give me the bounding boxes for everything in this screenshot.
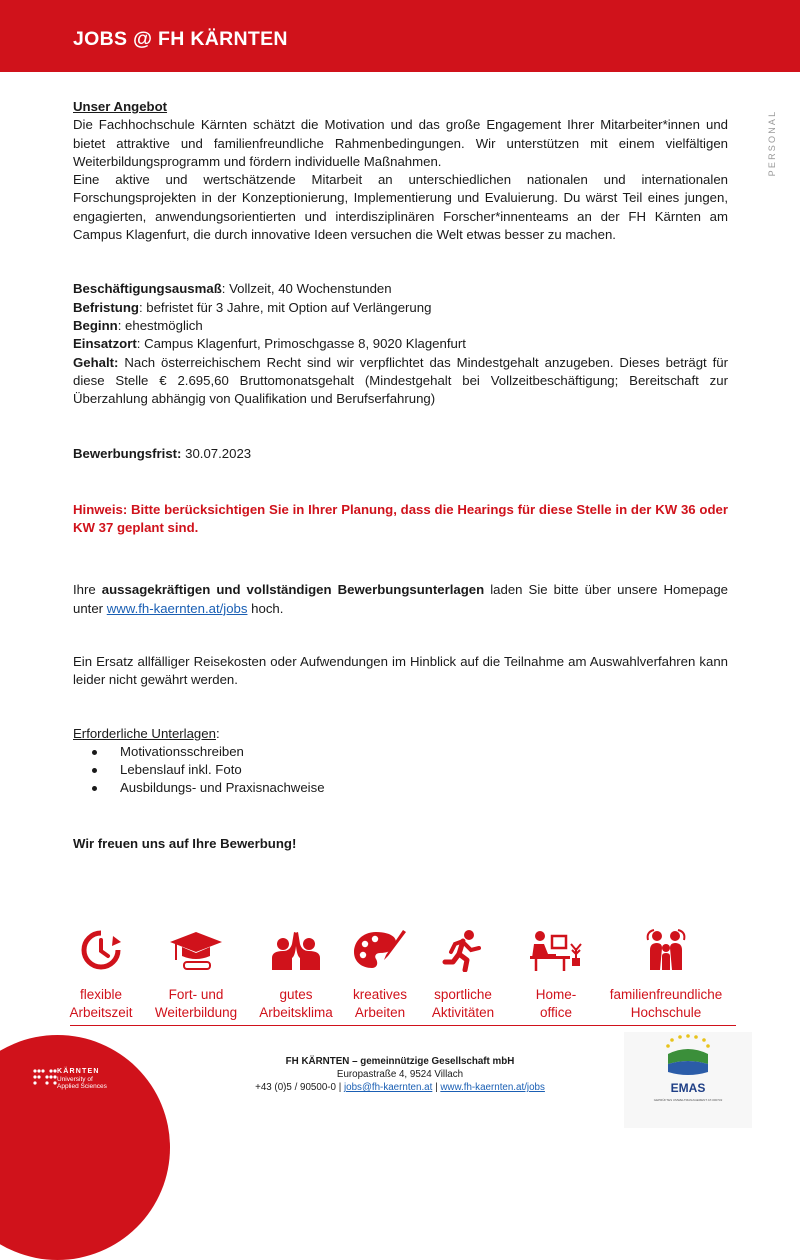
offer-paragraph-1: Die Fachhochschule Kärnten schätzt die Motivation und das große Engagement Ihrer Mitarbeiter*innen und bietet attraktive und familienfreundliche Rahmenbedingungen. Wir unterstützen mit einem vielfältigen Weiterbildungsprogramm und fördern individuelle Maßnahmen. — [73, 117, 728, 169]
graduation-cap-icon — [168, 928, 224, 972]
hearing-notice: Hinweis: Bitte berücksichtigen Sie in Ihrer Planung, dass die Hearings für diese Stelle in der KW 36 oder KW 37 geplant sind. — [73, 501, 728, 536]
deadline-label: Bewerbungsfrist: — [73, 446, 182, 462]
logo-line-2: Applied Sciences — [57, 1083, 107, 1090]
benefit-homeoffice — [518, 928, 594, 1022]
application-middle: laden Sie bitte über unsere Homepage unter — [73, 582, 729, 616]
benefit-climate — [250, 928, 342, 1022]
detail-scope — [73, 280, 728, 298]
benefit-creative — [346, 928, 414, 1022]
company-address: Europastraße 4, 9524 Villach — [336, 1069, 464, 1081]
deadline — [73, 445, 728, 463]
jobs-link[interactable]: www.fh-kaernten.at/jobs — [106, 600, 248, 616]
offer-paragraph-2: Eine aktive und wertschätzende Mitarbeit an unterschiedlichen nationalen und internationalen Forschungsprojekten in der Konzeptionierung, Implementierung und Evaluierung. Du wärst Teil eines jungen, engagierten, anwendungsorientierten und interdisziplinären Forscher*innenteams an der FH Kärnten am Campus Klagenfurt, die durch innovative Ideen versuchen die Welt etwas besser zu machen. — [73, 172, 728, 243]
detail-location-label: Einsatzort — [73, 336, 137, 352]
logo-line-1: University of — [57, 1075, 93, 1083]
application-prefix: Ihre — [73, 582, 102, 598]
side-label-text: PERSONAL — [767, 109, 777, 177]
detail-term-label: Befristung — [73, 299, 139, 315]
benefit-family — [606, 928, 726, 1022]
documents-heading-text: Erforderliche Unterlagen — [73, 725, 216, 741]
closing-text: Wir freuen uns auf Ihre Bewerbung! — [73, 835, 297, 851]
side-label — [766, 98, 778, 188]
application-text — [73, 581, 728, 618]
emas-label: EMAS — [670, 1081, 706, 1095]
offer-heading: Unser Angebot — [73, 99, 168, 114]
document-item: Lebenslauf inkl. Foto — [73, 761, 728, 779]
home-office-icon — [528, 928, 584, 972]
benefit-sports — [422, 928, 504, 1022]
company-info — [200, 1055, 600, 1095]
logo-brand: KÄRNTEN — [57, 1068, 100, 1075]
job-content — [73, 98, 728, 853]
page-title: JOBS @ FH KÄRNTEN — [73, 28, 288, 50]
documents-heading — [73, 725, 728, 743]
benefit-flexible — [60, 928, 142, 1022]
benefit-training — [150, 928, 242, 1022]
high-five-icon — [268, 928, 324, 972]
detail-salary — [73, 354, 728, 409]
company-contact — [200, 1081, 600, 1094]
documents-list — [73, 743, 728, 798]
deadline-value: 30.07.2023 — [181, 446, 252, 462]
email-link[interactable]: jobs@fh-kaernten.at — [343, 1082, 433, 1094]
costs-note: Ein Ersatz allfälliger Reisekosten oder Aufwendungen im Hinblick auf die Teilnahme am Auswahlverfahren kann leider nicht gewährt werden. — [73, 653, 728, 688]
benefit-label: Fort- und Weiterbildung — [154, 987, 238, 1020]
website-link[interactable]: www.fh-kaernten.at/jobs — [440, 1082, 545, 1094]
company-phone: +43 (0)5 / 90500-0 | — [255, 1082, 344, 1094]
clock-icon — [79, 928, 123, 972]
detail-salary-label: Gehalt: — [73, 354, 119, 370]
detail-start — [73, 317, 728, 335]
application-suffix: hoch. — [247, 600, 284, 616]
application-bold: aussagekräftigen und vollständigen Bewerbungsunterlagen — [101, 582, 485, 598]
emas-badge — [624, 1032, 752, 1128]
detail-location-value: : Campus Klagenfurt, Primoschgasse 8, 9020 Klagenfurt — [136, 336, 466, 352]
benefit-label: Home- office — [535, 987, 577, 1020]
contact-separator: | — [432, 1082, 441, 1094]
page-header — [0, 0, 800, 72]
fh-logo-icon — [33, 1068, 57, 1086]
detail-start-value: : ehestmöglich — [117, 317, 203, 333]
detail-scope-label: Beschäftigungsausmaß — [73, 281, 222, 297]
logo-text — [57, 1068, 107, 1091]
benefit-label: kreatives Arbeiten — [352, 987, 408, 1020]
company-name: FH KÄRNTEN – gemeinnützige Gesellschaft mbH — [285, 1056, 515, 1067]
detail-salary-value: Nach österreichischem Recht sind wir verpflichtet das Mindestgehalt anzugeben. Dieses beträgt für diese Stelle € 2.695,60 Bruttomonatsgehalt (Mindestgehalt bei Vollzeitbeschäftigung; Bereitschaft zur Überzahlung abhängig von Qualifikation und Berufserfahrung) — [73, 354, 728, 407]
benefit-label: sportliche Aktivitäten — [431, 987, 495, 1020]
document-item: Ausbildungs- und Praxisnachweise — [73, 779, 728, 797]
benefit-label: flexible Arbeitszeit — [69, 987, 133, 1020]
family-icon — [644, 928, 688, 972]
detail-location — [73, 335, 728, 353]
detail-start-label: Beginn — [73, 317, 118, 333]
footer-divider — [70, 1025, 736, 1026]
documents-heading-colon: : — [215, 725, 220, 741]
benefits-row — [60, 928, 740, 1026]
running-person-icon — [441, 928, 485, 972]
document-item: Motivationsschreiben — [73, 743, 728, 761]
emas-sub: GEPRÜFTES UMWELTMANAGEMENT AT-000732 — [653, 1098, 723, 1102]
emas-logo-icon — [624, 1032, 752, 1128]
benefit-label: gutes Arbeitsklima — [259, 987, 333, 1020]
detail-scope-value: : Vollzeit, 40 Wochenstunden — [221, 281, 392, 297]
paint-palette-icon — [352, 928, 408, 972]
detail-term-value: : befristet für 3 Jahre, mit Option auf Verlängerung — [138, 299, 432, 315]
detail-term — [73, 299, 728, 317]
benefit-label: familienfreundliche Hochschule — [609, 987, 723, 1020]
